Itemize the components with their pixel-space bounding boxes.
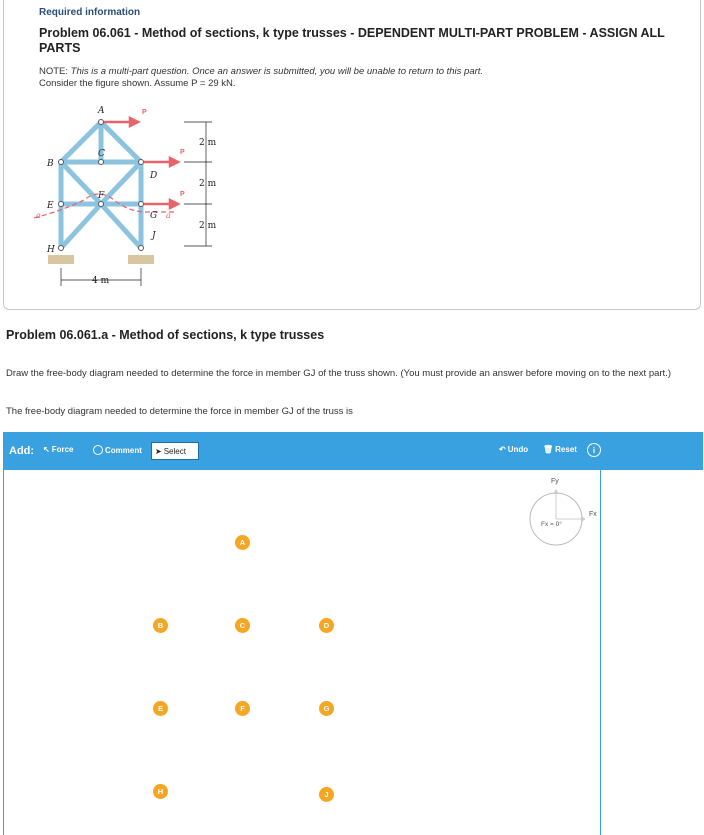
label-J: J bbox=[152, 231, 156, 241]
dim-2m-middle: 2 m bbox=[199, 179, 217, 189]
fbd-toolbar bbox=[3, 432, 703, 470]
node-H[interactable]: H bbox=[153, 784, 168, 799]
dim-4m: 4 m bbox=[92, 276, 110, 286]
node-J[interactable]: J bbox=[319, 787, 334, 802]
label-P3: P bbox=[180, 191, 185, 198]
undo-label: Undo bbox=[507, 445, 529, 454]
dim-2m-top: 2 m bbox=[199, 138, 217, 148]
fy-label: Fy bbox=[551, 478, 559, 485]
label-a-right: a bbox=[166, 211, 171, 220]
direction-compass[interactable] bbox=[527, 474, 585, 546]
undo-icon: ↶ bbox=[499, 445, 506, 454]
force-label: Force bbox=[51, 445, 74, 454]
node-A[interactable]: A bbox=[235, 535, 250, 550]
comment-label: Comment bbox=[105, 445, 142, 455]
label-B: B bbox=[47, 159, 54, 169]
node-C[interactable]: C bbox=[235, 618, 250, 633]
required-info-label: Required information bbox=[39, 7, 141, 18]
part-prompt: The free-body diagram needed to determine the force in member GJ of the truss is bbox=[6, 406, 353, 417]
fx-readout: Fx = 0° bbox=[541, 521, 562, 528]
add-force-button[interactable] bbox=[43, 445, 74, 454]
label-D: D bbox=[150, 171, 158, 181]
select-label: Select bbox=[163, 446, 186, 456]
truss-figure bbox=[34, 100, 234, 295]
part-instruction: Draw the free-body diagram needed to determine the force in member GJ of the truss shown. (You must provide an answer before moving on to the next part.) bbox=[6, 368, 671, 379]
problem-title: Problem 06.061 - Method of sections, k type trusses - DEPENDENT MULTI-PART PROBLEM - ASSIGN ALL PARTS bbox=[39, 26, 665, 55]
node-D[interactable]: D bbox=[319, 618, 334, 633]
note-body: This is a multi-part question. Once an answer is submitted, you will be unable to return to this part. bbox=[70, 66, 484, 77]
force-arrow-icon: ↖ bbox=[43, 445, 50, 454]
left-support bbox=[48, 255, 74, 264]
label-F: F bbox=[98, 191, 105, 201]
label-E: E bbox=[47, 201, 54, 211]
node-B[interactable]: B bbox=[153, 618, 168, 633]
label-G: G bbox=[150, 211, 158, 221]
dim-2m-bottom: 2 m bbox=[199, 221, 217, 231]
label-A: A bbox=[98, 106, 105, 116]
add-comment-button[interactable] bbox=[93, 445, 142, 455]
fbd-canvas[interactable] bbox=[3, 470, 601, 835]
fx-arrow-icon bbox=[581, 516, 585, 522]
label-C: C bbox=[98, 149, 105, 159]
undo-button[interactable] bbox=[499, 445, 528, 454]
reset-label: Reset bbox=[555, 445, 577, 454]
fx-label: Fx bbox=[589, 511, 597, 518]
label-H: H bbox=[47, 245, 55, 255]
label-a-left: a bbox=[36, 211, 41, 220]
note-label: NOTE: bbox=[39, 66, 69, 77]
info-glyph: i bbox=[592, 445, 596, 455]
note-text bbox=[39, 66, 483, 77]
required-info-panel bbox=[3, 0, 701, 310]
truss-members bbox=[61, 122, 141, 248]
info-icon[interactable] bbox=[587, 443, 601, 457]
label-P1: P bbox=[142, 109, 147, 116]
trash-icon: 🗑 bbox=[543, 445, 554, 454]
label-P2: P bbox=[180, 149, 185, 156]
part-title: Problem 06.061.a - Method of sections, k type trusses bbox=[6, 328, 325, 342]
cursor-icon: ➤ bbox=[155, 446, 162, 456]
node-G[interactable]: G bbox=[319, 701, 334, 716]
node-F[interactable]: F bbox=[235, 701, 250, 716]
right-support bbox=[128, 255, 154, 264]
add-label: Add: bbox=[9, 445, 35, 457]
node-E[interactable]: E bbox=[153, 701, 168, 716]
fy-arrow-icon bbox=[553, 489, 559, 494]
select-tool-button[interactable] bbox=[151, 442, 199, 460]
reset-button[interactable] bbox=[543, 445, 577, 454]
comment-icon bbox=[93, 445, 103, 455]
consider-text: Consider the figure shown. Assume P = 29 kN. bbox=[39, 78, 236, 89]
